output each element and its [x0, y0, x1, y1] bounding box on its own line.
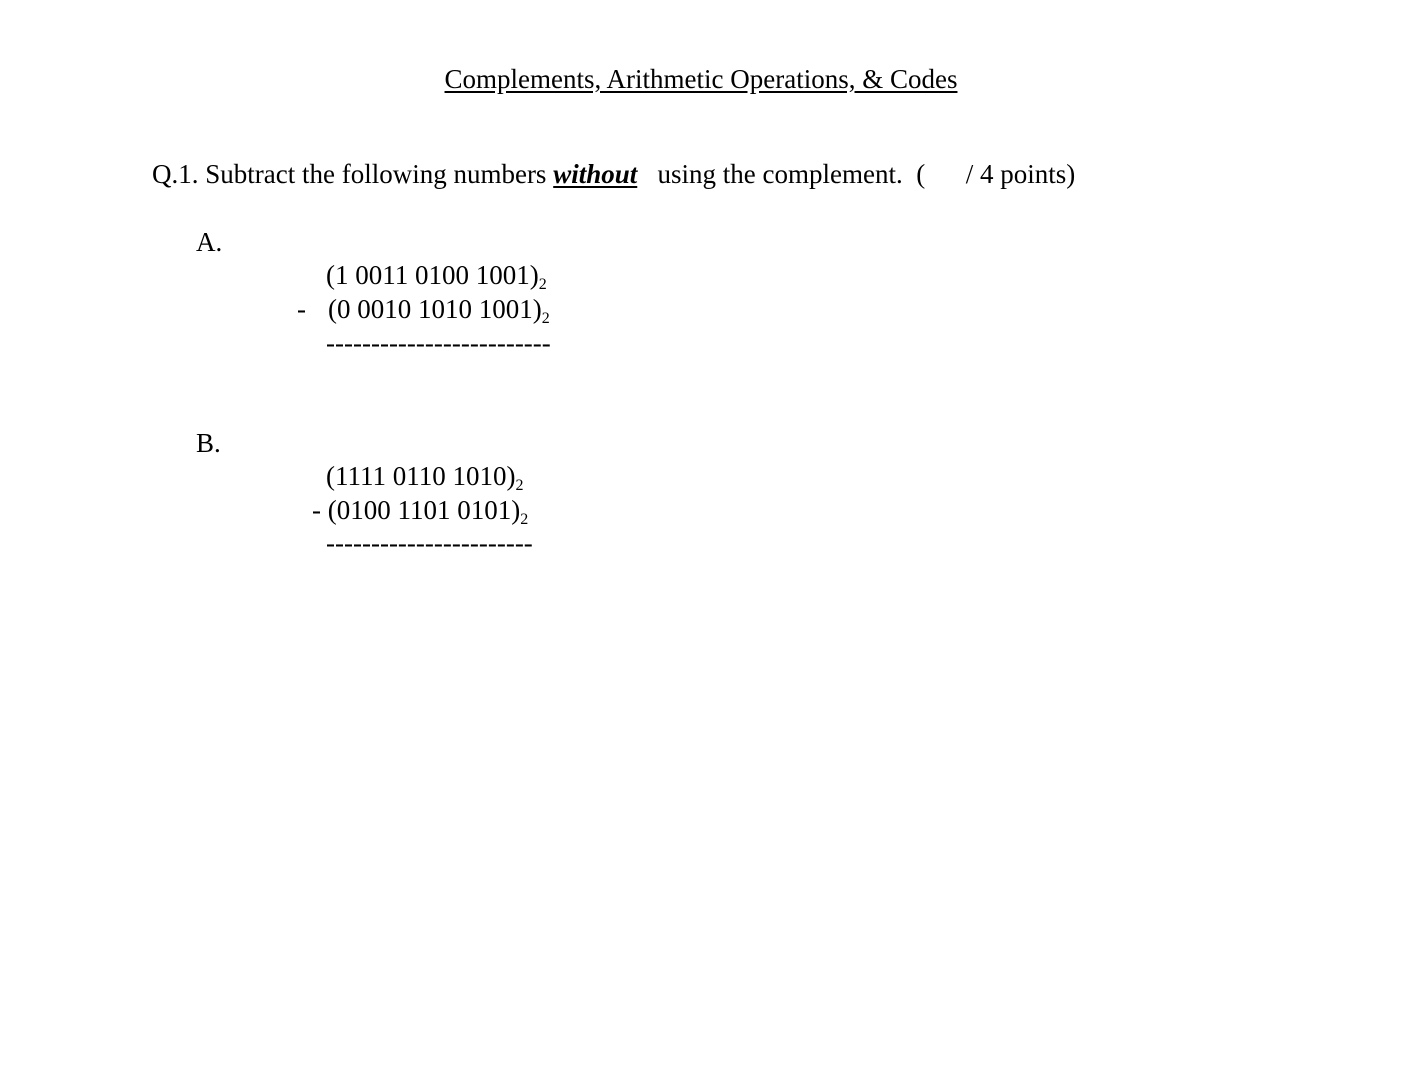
part-b-answer-rule: ----------------------- — [326, 528, 533, 558]
question-1-text — [152, 161, 1075, 188]
page-title: Complements, Arithmetic Operations, & Codes — [444, 64, 958, 94]
part-b-operator: - — [312, 495, 328, 525]
part-a-answer-rule: ------------------------- — [326, 328, 551, 358]
question-1-suffix: using the complement. ( / 4 points) — [637, 159, 1076, 189]
part-a-operator: - — [297, 294, 306, 324]
part-b-label: B. — [196, 428, 221, 458]
part-b-minuend — [326, 461, 524, 494]
part-b-minuend-value: (1111 0110 1010) — [326, 461, 516, 491]
part-b-subtrahend — [312, 495, 529, 528]
part-a-label: A. — [196, 227, 223, 257]
part-b-minuend-base: 2 — [515, 477, 524, 494]
part-a-minuend — [326, 260, 547, 293]
part-a-minuend-base: 2 — [538, 276, 547, 293]
part-a-subtrahend-base: 2 — [541, 310, 550, 327]
part-b-subtrahend-value: (0100 1101 0101) — [327, 495, 521, 525]
question-1-prefix: Q.1. Subtract the following numbers — [152, 159, 554, 189]
part-a-minuend-value: (1 0011 0100 1001) — [326, 260, 539, 290]
part-a-subtrahend — [328, 294, 550, 327]
part-b-subtrahend-base: 2 — [520, 511, 529, 528]
part-a-subtrahend-value: (0 0010 1010 1001) — [328, 294, 542, 324]
question-1-emphasis: without — [553, 159, 638, 189]
